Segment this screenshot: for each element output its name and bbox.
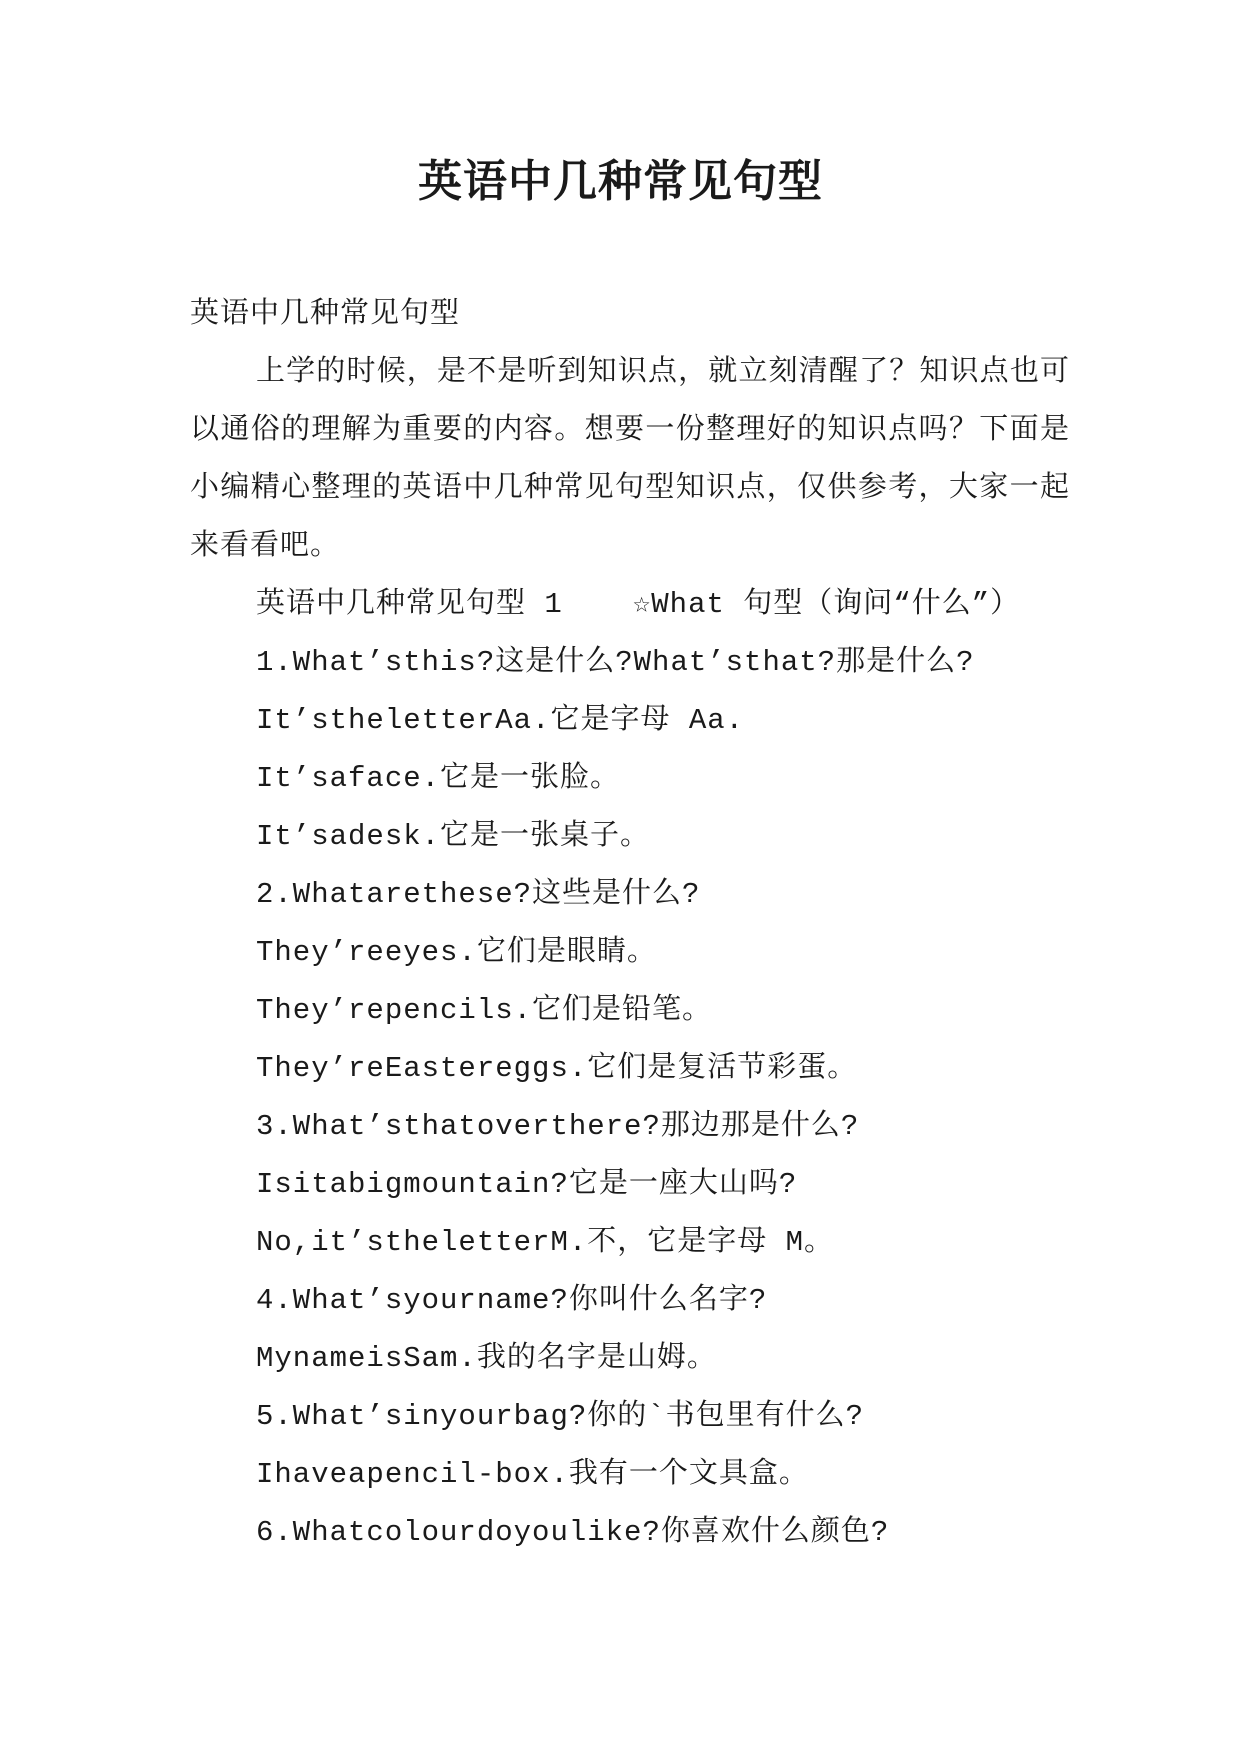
example-line: Isitabigmountain?它是一座大山吗? bbox=[256, 1168, 798, 1201]
section-heading bbox=[190, 576, 1070, 634]
example-line: No,it’stheletterM.不，它是字母 M。 bbox=[256, 1226, 835, 1259]
example-line: They’reEastereggs.它们是复活节彩蛋。 bbox=[256, 1052, 858, 1085]
example-line: It’sadesk.它是一张桌子。 bbox=[256, 820, 651, 853]
example-line: 2.Whatarethese?这些是什么? bbox=[256, 878, 701, 911]
document-title: 英语中几种常见句型 bbox=[418, 156, 823, 207]
example-line: They’repencils.它们是铅笔。 bbox=[256, 994, 713, 1027]
example-line: 5.What’sinyourbag?你的`书包里有什么? bbox=[256, 1400, 865, 1433]
subtitle: 英语中几种常见句型 bbox=[190, 298, 461, 331]
example-line: Ihaveapencil-box.我有一个文具盒。 bbox=[256, 1458, 809, 1491]
example-line: It’saface.它是一张脸。 bbox=[256, 762, 621, 795]
intro-paragraph: 上学的时候，是不是听到知识点，就立刻清醒了？知识点也可以通俗的理解为重要的内容。想要一份整理好的知识点吗？下面是小编精心整理的英语中几种常见句型知识点，仅供参考，大家一起来看看吧。 bbox=[190, 356, 1070, 563]
example-line: 4.What’syourname?你叫什么名字? bbox=[256, 1284, 768, 1317]
section-heading-right: ☆What 句型（询问“什么”） bbox=[632, 588, 1021, 621]
document-body bbox=[190, 286, 1070, 1562]
example-line: MynameisSam.我的名字是山姆。 bbox=[256, 1342, 717, 1375]
example-line: 6.Whatcolourdoyoulike?你喜欢什么颜色? bbox=[256, 1516, 890, 1549]
example-line: 1.What’sthis?这是什么?What’sthat?那是什么? bbox=[256, 646, 975, 679]
example-line: They’reeyes.它们是眼睛。 bbox=[256, 936, 657, 969]
example-line: It’stheletterAa.它是字母 Aa. bbox=[256, 704, 745, 737]
example-line: 3.What’sthatoverthere?那边那是什么? bbox=[256, 1110, 860, 1143]
section-heading-left: 英语中几种常见句型 1 bbox=[256, 588, 563, 621]
